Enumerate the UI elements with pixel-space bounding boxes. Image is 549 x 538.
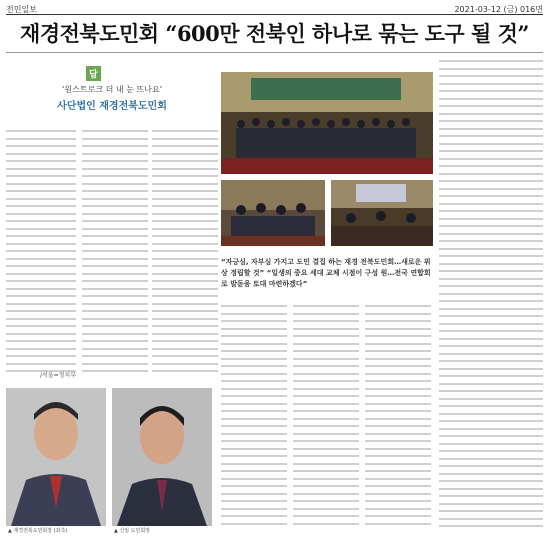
column-1-text [6,130,76,380]
column-5-text [293,305,359,533]
headline-rule [6,52,543,53]
headline: 재경전북도민회 “600만 전북인 하나로 묶는 도구 될 것” [20,21,529,46]
paper-name: 전민일보 [6,5,37,14]
column-4-text [221,305,287,533]
column-3-text [152,130,218,380]
meeting-photo-right [331,180,433,246]
group-photo-graphic [221,72,433,174]
column-6-text [365,305,431,533]
header-rule [6,14,543,15]
page-header [6,4,543,14]
portrait-left-graphic [6,388,106,526]
qa-badge: 답 [86,66,101,81]
qa-box [6,60,218,122]
column-7-text [439,60,543,533]
meeting-photo-left-graphic [221,180,325,246]
date-page: 2021-03-12 (금) 016면 [454,5,543,14]
qa-subtitle: ‘원스트로크 더 내 눈 뜨나요’ [61,85,163,94]
qa-title: 사단법인 재경전북도민회 [57,101,167,112]
portrait-right-graphic [112,388,212,526]
pull-quote: “자긍심, 자부심 가지고 도민 결집 하는 재경 전북도민회…새로운 위상 정립할 것” “일생의 중요 세대 교체 시점이 구성 원…전국 연합회로 발돋움 토대 마련하겠다” [221,258,431,288]
caption-right: ▲ 신임 도민회장 [114,528,151,534]
byline: /서울=정치부 [40,372,77,379]
group-photo [221,72,433,174]
portrait-right [112,388,212,526]
meeting-photo-left [221,180,325,246]
portrait-left [6,388,106,526]
column-2-text [82,130,148,380]
caption-left: ▲ 재경전북도민회장 (좌측) [8,528,68,534]
meeting-photo-right-graphic [331,180,433,246]
